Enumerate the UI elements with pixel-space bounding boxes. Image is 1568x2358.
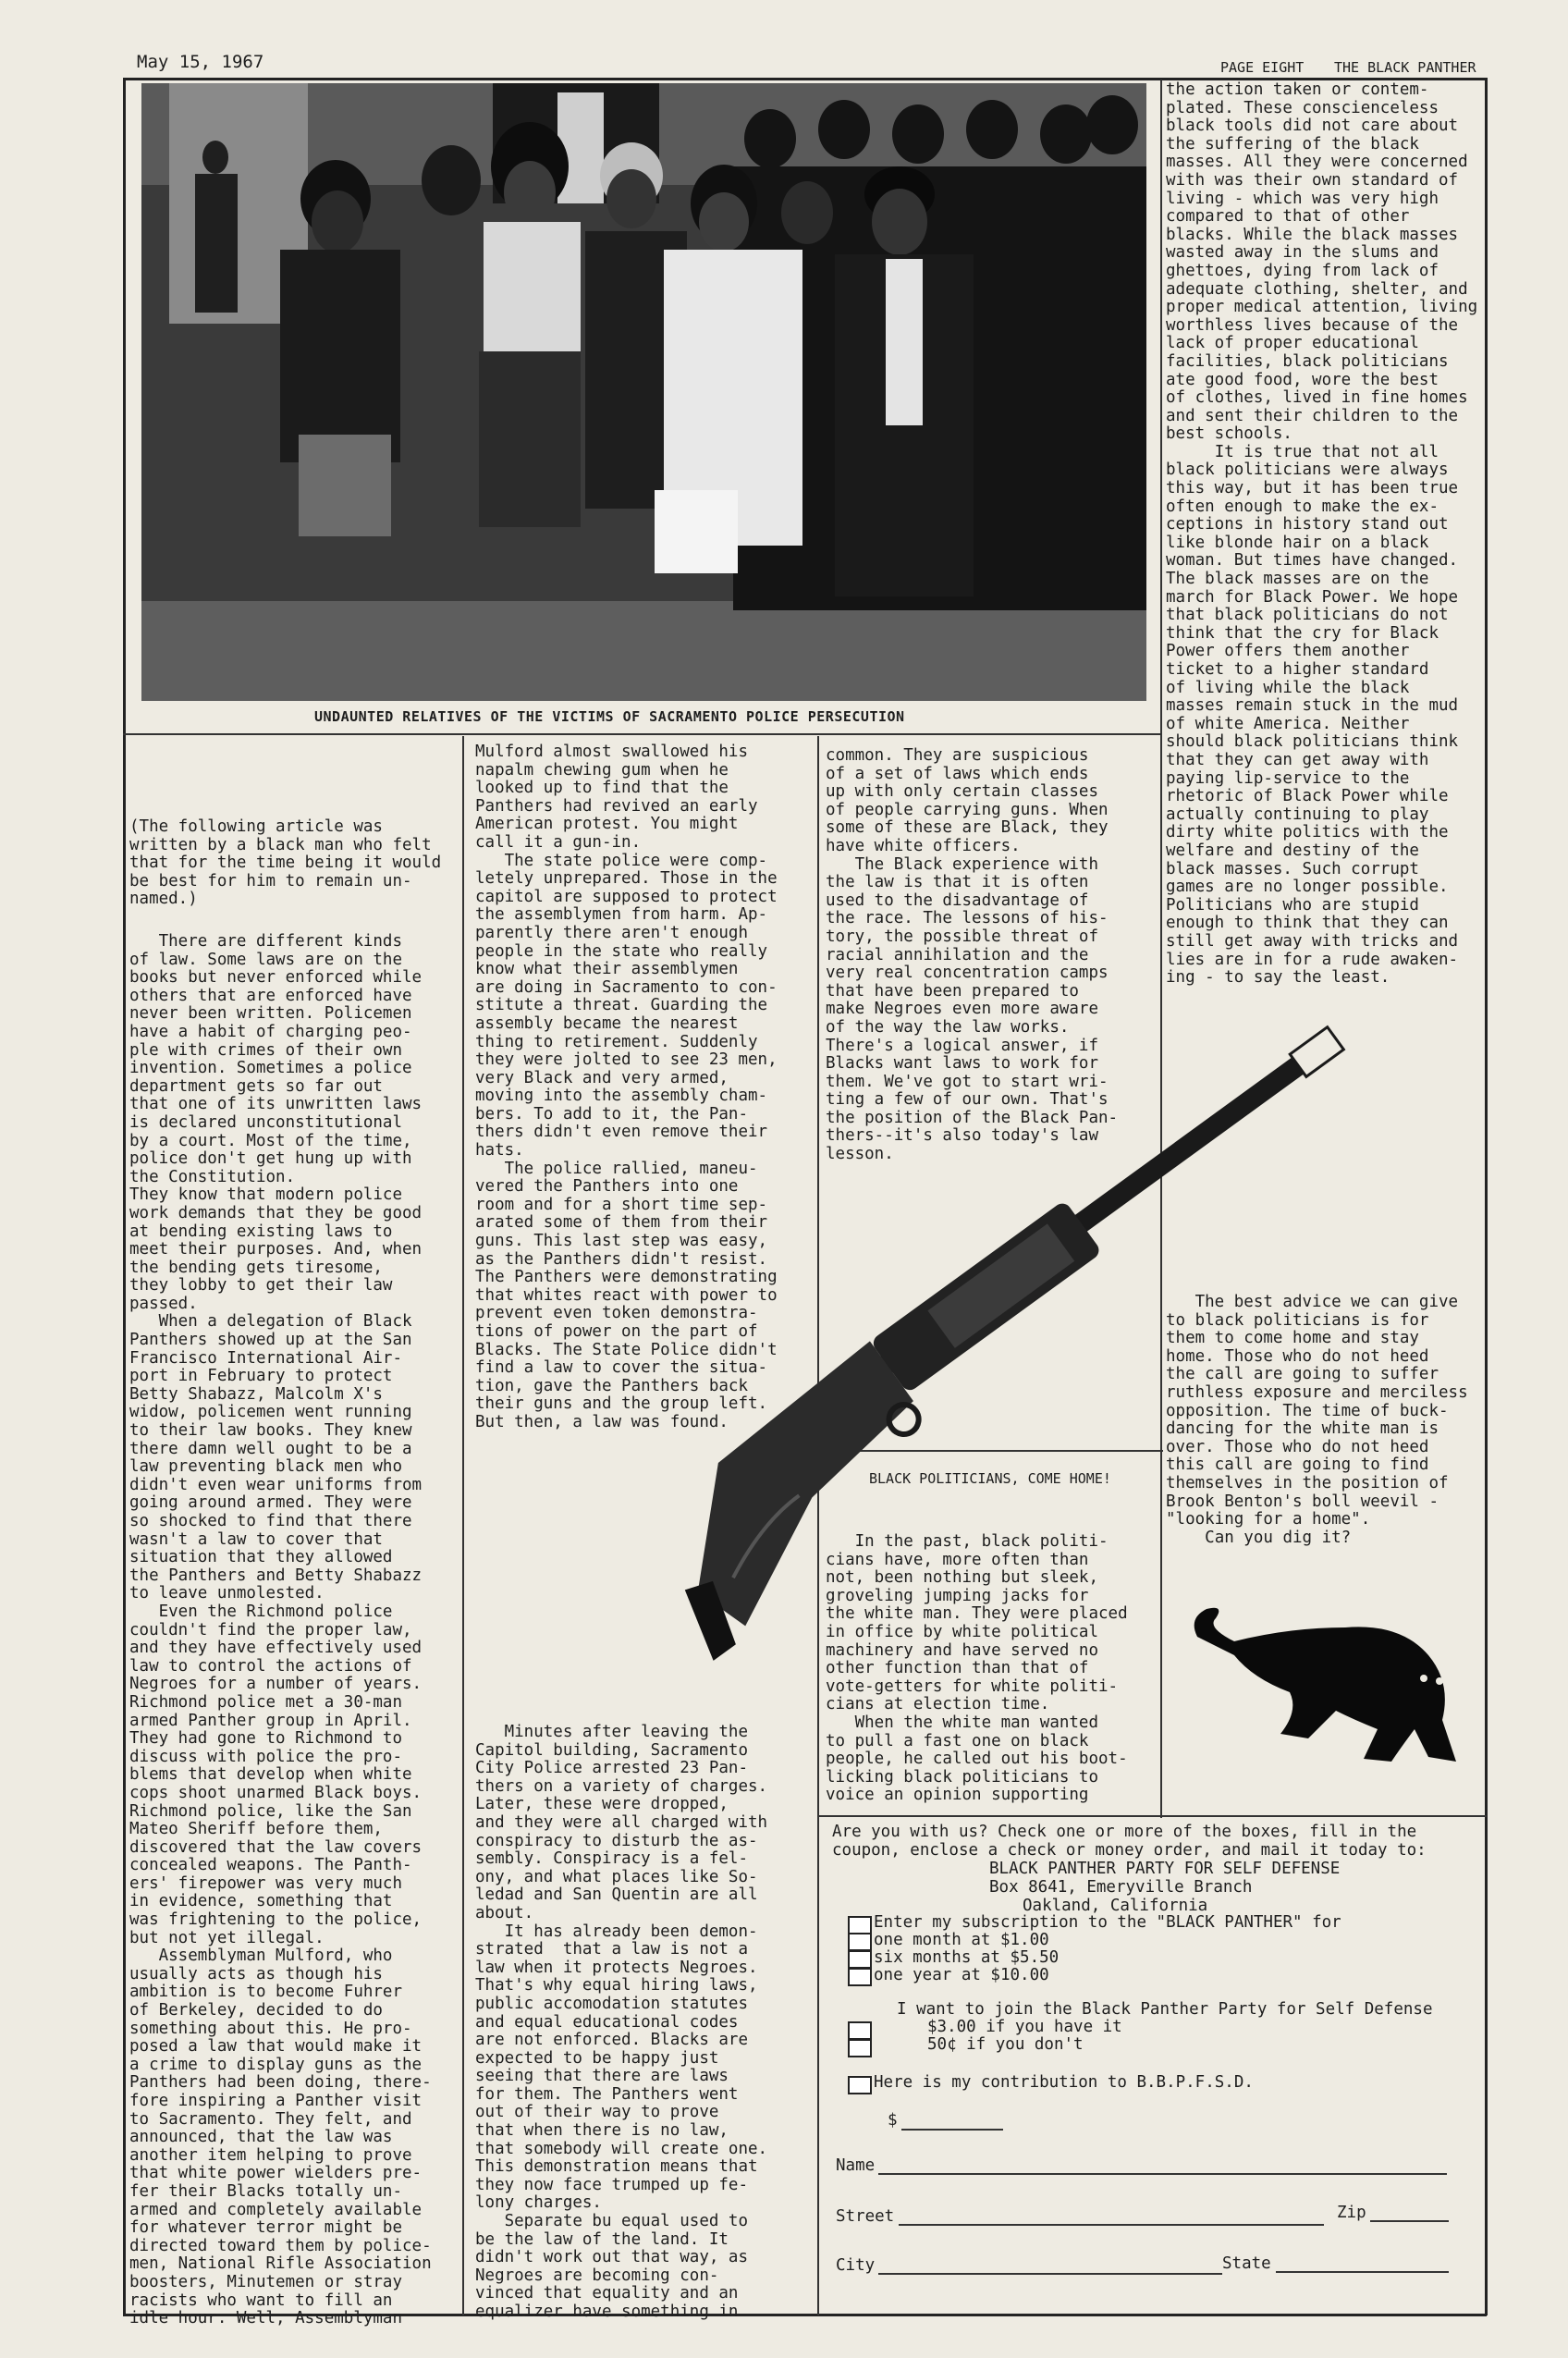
contribution-text: Here is my contribution to B.B.P.F.S.D.: [874, 2073, 1254, 2092]
name-label: Name: [836, 2156, 876, 2175]
state-label: State: [1222, 2254, 1271, 2273]
zip-label: Zip: [1337, 2204, 1366, 2222]
left-border: [123, 78, 126, 2315]
photo-caption: UNDAUNTED RELATIVES OF THE VICTIMS OF SACRAMENTO POLICE PERSECUTION: [314, 708, 905, 725]
dollar-sign: $: [888, 2111, 898, 2130]
coupon-box-address: Box 8641, Emeryville Branch: [989, 1878, 1253, 1897]
page-number: PAGE EIGHT: [1220, 59, 1305, 76]
coupon-city-address: Oakland, California: [1023, 1897, 1208, 1915]
col-divider-1: [462, 736, 464, 2315]
shotgun-illustration: [592, 980, 1461, 1692]
street-label: Street: [836, 2207, 895, 2226]
politicians-col3: In the past, black politi- cians have, more often than not, been nothing but sleek, groveling jumping jacks for the white man. They were placed in office by white political machinery and have served no other function than that of vote-getters for white politi- cians at election time. When the white man wanted to pull a fast one on black people, he called out his boot- licking black politicians to voice an opinion supporting: [826, 1532, 1128, 1805]
six-months-checkbox[interactable]: [848, 1950, 872, 1969]
option-six-months: six months at $5.50: [874, 1948, 1060, 1967]
article-col2-bottom: Minutes after leaving the Capitol building, Sacramento City Police arrested 23 Pan- thers on a variety of charges. Later, these were dropped, and they were all charged with conspiracy to disturb the as- sembly. Conspiracy is a fel- ony, and what places like So- ledad and San Quentin are all about. It has already been demon- strated that a law is not a law when it protects Negroes. That's why equal hiring laws, public accomodation statutes and equal educational codes are not enforced. Blacks are expected to be happy just seeing that there are laws for them. The Panthers went out of their way to prove that when there is no law, that somebody will create one. This demonstration means that they now face trumped up fe- lony charges. Separate bu equal used to be the law of the land. It didn't work out that way, as Negroes are becoming con- vinced that equality and an equalizer have something in: [475, 1723, 768, 2321]
issue-date: May 15, 1967: [137, 52, 264, 72]
city-label: City: [836, 2256, 876, 2275]
politicians-headline: BLACK POLITICIANS, COME HOME!: [869, 1470, 1111, 1487]
politicians-col4-bottom: The best advice we can give to black politicians is for them to come home and stay home. Those who do not heed the call are going to suffer ruthless exposure and merciless opposition. The time of buck- dancing for the white man is over. Those who do not heed this call are going to find themselves in the position of Brook Benton's boll weevil - "looking for a home". Can you dig it?: [1166, 1293, 1468, 1547]
coupon-rule: [817, 1815, 1487, 1817]
caption-rule: [123, 733, 1160, 735]
dues-reduced: 50¢ if you don't: [927, 2035, 1084, 2054]
amount-field[interactable]: [901, 2129, 1003, 2131]
coupon-intro: Are you with us? Check one or more of the boxes, fill in the coupon, enclose a check or money order, and mail it today to:: [832, 1823, 1427, 1860]
group-photo: [141, 83, 1146, 701]
article-col1: There are different kinds of law. Some laws are on the books but never enforced while others that are enforced have never been written. Policemen have a habit of charging peo- ple with crimes of their own invention. Sometimes a police department gets so far out that one of its unwritten laws is declared unconstitutional by a court. Most of the time, police don't get hung up with the Constitution. They know that modern police work demands that they be good at bending existing laws to meet their purposes. And, when the bending gets tiresome, they lobby to get their law passed. When a delegation of Black Panthers showed up at the San Francisco International Air- port in February to protect Betty Shabazz, Malcolm X's widow, policemen went running to their law books. They knew there damn well ought to be a law preventing black men who didn't even wear uniforms from going around armed. They were so shocked to find that there wasn't a law to cover that situation that they allowed the Panthers and Betty Shabazz to leave unmolested. Even the Richmond police couldn't find the proper law, and they have effectively used law to control the actions of Negroes for a number of years. Richmond police met a 30-man armed Panther group in April. They had gone to Richmond to discuss with police the pro- blems that develop when white cops shoot unarmed Black boys. Richmond police, like the San Mateo Sheriff before them, discovered that the law covers concealed weapons. The Panth- ers' firepower was very much in evidence, something that was frightening to the police, but not yet illegal. Assemblyman Mulford, who usually acts as though his ambition is to become Fuhrer of Berkeley, decided to do something about this. He pro- posed a law that would make it a crime to display guns as the Panthers had been doing, there- fore inspiring a Panther visit to Sacramento. They felt, and announced, that the law was another item helping to prove that white power wielders pre- fer their Blacks totally un- armed and completely available for whatever terror might be directed toward them by police- men, National Rifle Association boosters, Minutemen or stray racists who want to fill an idle hour. Well, Assemblyman: [129, 932, 432, 2328]
subscription-heading: Enter my subscription to the "BLACK PANTHER" for: [874, 1913, 1341, 1932]
state-field[interactable]: [1276, 2271, 1449, 2273]
politicians-col4-top: the action taken or contem- plated. These conscienceless black tools did not care about the suffering of the black masses. All they were concerned with was their own standard of living - which was very high compared to that of other blacks. While the black masses wasted away in the slums and ghettoes, dying from lack of adequate clothing, shelter, and proper medical attention, living worthless lives because of the lack of proper educational facilities, black politicians ate good food, wore the best of clothes, lived in fine homes and sent their children to the best schools. It is true that not all black politicians were always this way, but it has been true often enough to make the ex- ceptions in history stand out like blonde hair on a black woman. But times have changed. The black masses are on the march for Black Power. We hope that black politicians do not think that the cry for Black Power offers them another ticket to a higher standard of living while the black masses remain stuck in the mud of white America. Neither should black politicians think that they can get away with paying lip-service to the rhetoric of Black Power while actually continuing to play dirty white politics with the welfare and destiny of the black masses. Such corrupt games are no longer possible. Politicians who are stupid enough to think that they can still get away with tricks and lies are in for a rude awaken- ing - to say the least.: [1166, 80, 1478, 988]
option-one-year: one year at $10.00: [874, 1966, 1049, 1984]
article-intro: (The following article was written by a black man who felt that for the time being it would be best for him to remain un- named.): [129, 817, 442, 909]
group-photo-image: [141, 83, 1146, 701]
name-field[interactable]: [878, 2173, 1447, 2175]
right-border: [1485, 78, 1488, 2315]
one-month-checkbox[interactable]: [848, 1933, 872, 1951]
join-party-text: I want to join the Black Panther Party for Self Defense: [897, 2000, 1433, 2019]
contribution-checkbox[interactable]: [848, 2076, 872, 2094]
dues-full-checkbox[interactable]: [848, 2021, 872, 2040]
one-year-checkbox[interactable]: [848, 1968, 872, 1986]
article-col2-top: Mulford almost swallowed his napalm chewing gum when he looked up to find that the Panthers had revived an early American protest. You might call it a gun-in. The state police were comp- letely unprepared. Those in the capitol are supposed to protect the assemblymen from harm. Ap- parently there aren't enough people in the state who really know what their assemblymen are doing in Sacramento to con- stitute a threat. Guarding the assembly became the nearest thing to retirement. Suddenly they were jolted to see 23 men, very Black and very armed, moving into the assembly cham- bers. To add to it, the Pan- thers didn't even remove their hats. The police rallied, maneu- vered the Panthers into one room and for a short time sep- arated some of them from their guns. This last step was easy, as the Panthers didn't resist. The Panthers were demonstrating that whites react with power to prevent even token demonstra- tions of power on the part of Blacks. The State Police didn't find a law to cover the situa- tion, gave the Panthers back their guns and the group left. But then, a law was found.: [475, 743, 778, 1431]
dues-full: $3.00 if you have it: [927, 2018, 1122, 2036]
coupon-org: BLACK PANTHER PARTY FOR SELF DEFENSE: [989, 1860, 1341, 1878]
zip-field[interactable]: [1370, 2220, 1449, 2222]
city-field[interactable]: [878, 2273, 1222, 2275]
masthead: THE BLACK PANTHER: [1334, 59, 1476, 76]
article-col3-top: common. They are suspicious of a set of laws which ends up with only certain classes of people carrying guns. When some of these are Black, they have white officers. The Black experience with the law is that it is often used to the disadvantage of the race. The lessons of his- tory, the possible threat of racial annihilation and the very real concentration camps that have been prepared to make Negroes even more aware of the way the law works. There's a logical answer, if Blacks want laws to work for them. We've got to start wri- ting a few of our own. That's the position of the Black Pan- thers--it's also today's law lesson.: [826, 746, 1119, 1164]
panther-logo: [1179, 1600, 1475, 1775]
subscription-checkbox[interactable]: [848, 1916, 872, 1934]
street-field[interactable]: [899, 2224, 1324, 2226]
dues-reduced-checkbox[interactable]: [848, 2039, 872, 2057]
option-one-month: one month at $1.00: [874, 1931, 1049, 1949]
